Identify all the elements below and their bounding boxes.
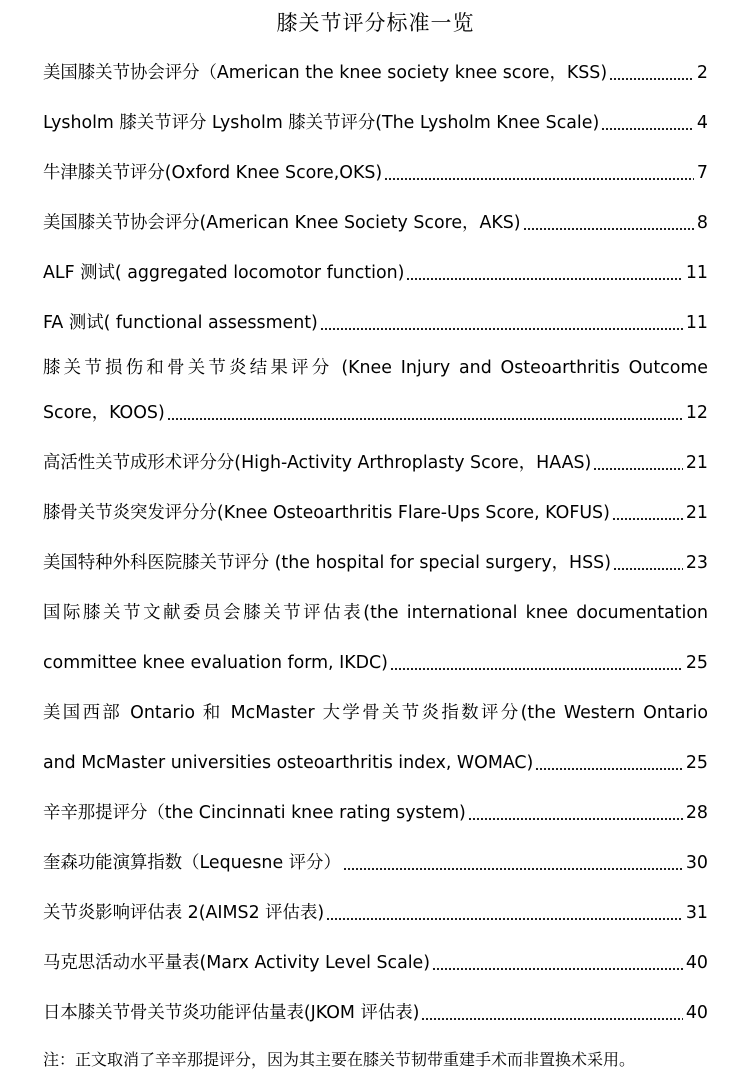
toc-page-number: 25 (685, 653, 708, 673)
toc-page-number: 11 (685, 263, 708, 283)
toc-page-number: 21 (685, 503, 708, 523)
toc-entry-koos[interactable] (43, 388, 708, 438)
dot-leader (343, 838, 683, 888)
toc-entry-text: Lysholm 膝关节评分 Lysholm 膝关节评分(The Lysholm Knee Scale) (43, 113, 600, 133)
toc-page-number: 28 (685, 803, 708, 823)
toc-entry-text: 膝关节损伤和骨关节炎结果评分 (Knee Injury and Osteoarthritis Outcome (43, 358, 708, 378)
toc-page-number: 12 (685, 403, 708, 423)
toc-entry-text: FA 测试( functional assessment) (43, 313, 318, 333)
toc-page-number: 25 (685, 753, 708, 773)
toc-entry-haas[interactable] (43, 438, 708, 488)
toc-entry-text: ALF 测试( aggregated locomotor function) (43, 263, 405, 283)
toc-entry-text-continued: committee knee evaluation form, IKDC) (43, 653, 388, 673)
toc-entry-text: 美国特种外科医院膝关节评分 (the hospital for special surgery，HSS) (43, 553, 611, 573)
toc-entry-aims2[interactable] (43, 888, 708, 938)
toc-page-number: 40 (685, 1003, 708, 1023)
toc-page-number: 23 (685, 553, 708, 573)
footnote: 注：正文取消了辛辛那提评分，因为其主要在膝关节韧带重建手术而非置换术采用。 (43, 1050, 636, 1069)
dot-leader (593, 438, 683, 488)
toc-entry-kofus[interactable] (43, 488, 708, 538)
dot-leader (523, 198, 694, 248)
toc-entry-aks[interactable] (43, 198, 708, 248)
dot-leader (390, 638, 683, 688)
toc-entry-alf[interactable] (43, 248, 708, 298)
toc-entry-kss[interactable] (43, 48, 708, 98)
dot-leader (326, 888, 683, 938)
toc-page-number: 31 (685, 903, 708, 923)
document-title: 膝关节评分标准一览 (276, 11, 475, 35)
toc-page-number: 30 (685, 853, 708, 873)
toc-page-number: 2 (696, 63, 708, 83)
toc-entry-ikdc[interactable] (43, 638, 708, 688)
toc-entry-koos-line1[interactable] (43, 348, 708, 388)
dot-leader (432, 938, 683, 988)
toc-page-number: 21 (685, 453, 708, 473)
toc-entry-fa[interactable] (43, 298, 708, 348)
toc-entry-text: 牛津膝关节评分(Oxford Knee Score,OKS) (43, 163, 383, 183)
toc-entry-text-continued: Score，KOOS) (43, 403, 165, 423)
toc-entry-text: 辛辛那提评分（the Cincinnati knee rating system) (43, 803, 466, 823)
toc-page-number: 4 (696, 113, 708, 133)
dot-leader (406, 248, 682, 298)
dot-leader (167, 388, 683, 438)
toc-entry-text: 日本膝关节骨关节炎功能评估量表(JKOM 评估表) (43, 1003, 420, 1023)
toc-entry-text: 美国膝关节协会评分（American the knee society knee score，KSS) (43, 63, 608, 83)
toc-page-number: 7 (696, 163, 708, 183)
toc-entry-cincinnati[interactable] (43, 788, 708, 838)
toc-entry-lequesne[interactable] (43, 838, 708, 888)
dot-leader (468, 788, 683, 838)
toc-entry-lysholm[interactable] (43, 98, 708, 148)
dot-leader (612, 488, 683, 538)
dot-leader (613, 538, 683, 588)
toc-entry-text: 美国西部 Ontario 和 McMaster 大学骨关节炎指数评分(the Western Ontario (43, 703, 708, 723)
dot-leader (609, 48, 694, 98)
toc-entry-text: 美国膝关节协会评分(American Knee Society Score，AKS) (43, 213, 521, 233)
toc-entry-oks[interactable] (43, 148, 708, 198)
table-of-contents (43, 48, 708, 1038)
toc-entry-jkom[interactable] (43, 988, 708, 1038)
dot-leader (320, 298, 683, 348)
toc-entry-text: 奎森功能演算指数（Lequesne 评分） (43, 853, 341, 873)
dot-leader (421, 988, 682, 1038)
toc-page-number: 11 (685, 313, 708, 333)
toc-entry-womac[interactable] (43, 738, 708, 788)
toc-entry-text-continued: and McMaster universities osteoarthritis index, WOMAC) (43, 753, 534, 773)
toc-entry-womac-line1[interactable] (43, 688, 708, 738)
toc-entry-text: 关节炎影响评估表 2(AIMS2 评估表) (43, 903, 325, 923)
toc-entry-text: 高活性关节成形术评分分(High-Activity Arthroplasty Score，HAAS) (43, 453, 592, 473)
toc-entry-text: 膝骨关节炎突发评分分(Knee Osteoarthritis Flare-Ups Score, KOFUS) (43, 503, 610, 523)
toc-entry-hss[interactable] (43, 538, 708, 588)
toc-entry-ikdc-line1[interactable] (43, 588, 708, 638)
toc-entry-marx[interactable] (43, 938, 708, 988)
toc-entry-text: 马克思活动水平量表(Marx Activity Level Scale) (43, 953, 431, 973)
toc-page-number: 8 (696, 213, 708, 233)
dot-leader (601, 98, 694, 148)
toc-entry-text: 国际膝关节文献委员会膝关节评估表(the international knee documentation (43, 603, 708, 623)
dot-leader (535, 738, 683, 788)
toc-page-number: 40 (685, 953, 708, 973)
dot-leader (384, 148, 694, 198)
